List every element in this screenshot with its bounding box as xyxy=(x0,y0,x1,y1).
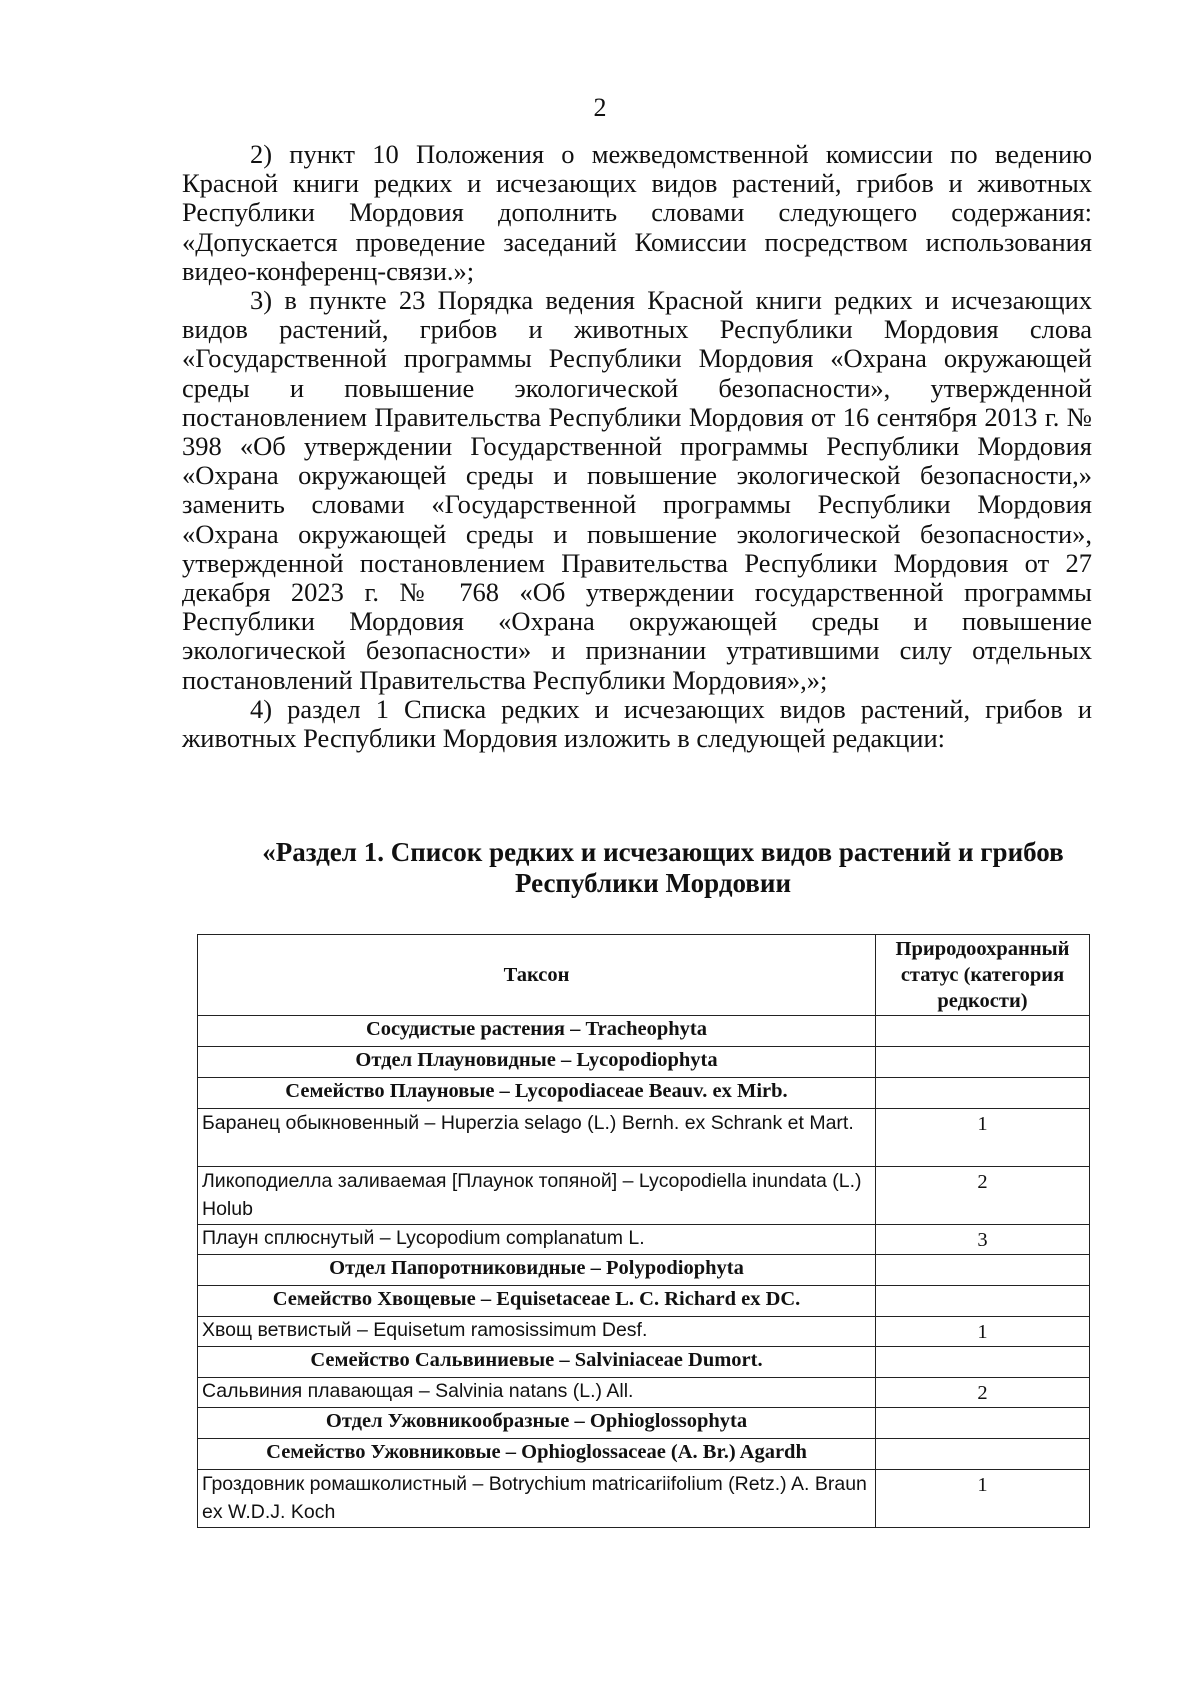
table-group-row xyxy=(198,1078,1090,1109)
taxon-group-name: Семейство Ужовниковые – Ophioglossaceae (A. Br.) Agardh xyxy=(198,1439,876,1470)
rarity-status xyxy=(876,1078,1090,1109)
taxon-group-name: Отдел Плауновидные – Lycopodiophyta xyxy=(198,1047,876,1078)
table-row xyxy=(198,1225,1090,1255)
section-title-line-2: Республики Мордовии xyxy=(515,868,791,898)
taxon-group-name: Семейство Сальвиниевые – Salviniaceae Dumort. xyxy=(198,1347,876,1378)
rarity-status xyxy=(876,1347,1090,1378)
taxon-group-name: Семейство Хвощевые – Equisetaceae L. C. Richard ex DC. xyxy=(198,1286,876,1317)
table-group-row xyxy=(198,1047,1090,1078)
header-status: Природоохранный статус (категория редкости) xyxy=(876,935,1090,1016)
rarity-status xyxy=(876,1255,1090,1286)
section-title xyxy=(182,837,1092,899)
table-group-row xyxy=(198,1408,1090,1439)
rarity-status: 1 xyxy=(876,1470,1090,1528)
paragraph-item-2: 2) пункт 10 Положения о межведомственной комиссии по ведению Красной книги редких и исчезающих видов растений, грибов и животных Республики Мордовия дополнить словами следующего содержания: «Допускается проведение заседаний Комиссии посредством использования видео-конференц-связи.»; xyxy=(182,139,1092,286)
taxon-group-name: Отдел Папоротниковидные – Polypodiophyta xyxy=(198,1255,876,1286)
rarity-status xyxy=(876,1286,1090,1317)
table-row xyxy=(198,1378,1090,1408)
taxon-group-name: Семейство Плауновые – Lycopodiaceae Beauv. ex Mirb. xyxy=(198,1078,876,1109)
taxon-species-name: Сальвиния плавающая – Salvinia natans (L.) All. xyxy=(198,1378,876,1408)
rarity-status xyxy=(876,1047,1090,1078)
table-row xyxy=(198,1317,1090,1347)
rarity-status: 3 xyxy=(876,1225,1090,1255)
header-taxon: Таксон xyxy=(198,935,876,1016)
rarity-status xyxy=(876,1439,1090,1470)
rarity-status: 2 xyxy=(876,1167,1090,1225)
paragraph-item-3: 3) в пункте 23 Порядка ведения Красной книги редких и исчезающих видов растений, грибов и животных Республики Мордовия слова «Государственной программы Республики Мордовия «Охрана окружающей среды и повышение экологической безопасности», утвержденной постановлением Правительства Республики Мордовия от 16 сентября 2013 г. № 398 «Об утверждении Государственной программы Республики Мордовия «Охрана окружающей среды и повышение экологической безопасности,» заменить словами «Государственной программы Республики Мордовия «Охрана окружающей среды и повышение экологической безопасности», утвержденной постановлением Правительства Республики Мордовия от 27 декабря 2023 г. № 768 «Об утверждении государственной программы Республики Мордовия «Охрана окружающей среды и повышение экологической безопасности» и признании утратившими силу отдельных постановлений Правительства Республики Мордовия»,»; xyxy=(182,285,1092,695)
table-group-row xyxy=(198,1347,1090,1378)
rarity-status: 1 xyxy=(876,1109,1090,1167)
body-text xyxy=(182,140,1092,753)
taxon-species-name: Баранец обыкновенный – Huperzia selago (L.) Bernh. ex Schrank et Mart. xyxy=(198,1109,876,1167)
taxon-group-name: Отдел Ужовникообразные – Ophioglossophyta xyxy=(198,1408,876,1439)
rarity-status: 1 xyxy=(876,1317,1090,1347)
taxon-group-name: Сосудистые растения – Tracheophyta xyxy=(198,1016,876,1047)
table-row xyxy=(198,1109,1090,1167)
table-group-row xyxy=(198,1016,1090,1047)
taxon-species-name: Хвощ ветвистый – Equisetum ramosissimum Desf. xyxy=(198,1317,876,1347)
table-group-row xyxy=(198,1255,1090,1286)
table-row xyxy=(198,1470,1090,1528)
taxon-species-name: Гроздовник ромашколистный – Botrychium matricariifolium (Retz.) A. Braun ex W.D.J. Koch xyxy=(198,1470,876,1528)
taxon-species-name: Плаун сплюснутый – Lycopodium complanatum L. xyxy=(198,1225,876,1255)
table-group-row xyxy=(198,1439,1090,1470)
page-number: 2 xyxy=(593,93,607,122)
rarity-status xyxy=(876,1408,1090,1439)
table-body xyxy=(198,1016,1090,1528)
rarity-status: 2 xyxy=(876,1378,1090,1408)
rarity-status xyxy=(876,1016,1090,1047)
taxa-table xyxy=(197,934,1090,1528)
table-header-row xyxy=(198,935,1090,1016)
table-row xyxy=(198,1167,1090,1225)
table-group-row xyxy=(198,1286,1090,1317)
section-title-line-1: «Раздел 1. Список редких и исчезающих видов растений и грибов xyxy=(262,837,1064,867)
taxon-species-name: Ликоподиелла заливаемая [Плаунок топяной] – Lycopodiella inundata (L.) Holub xyxy=(198,1167,876,1225)
paragraph-item-4: 4) раздел 1 Списка редких и исчезающих видов растений, грибов и животных Республики Мордовия изложить в следующей редакции: xyxy=(182,693,1092,754)
